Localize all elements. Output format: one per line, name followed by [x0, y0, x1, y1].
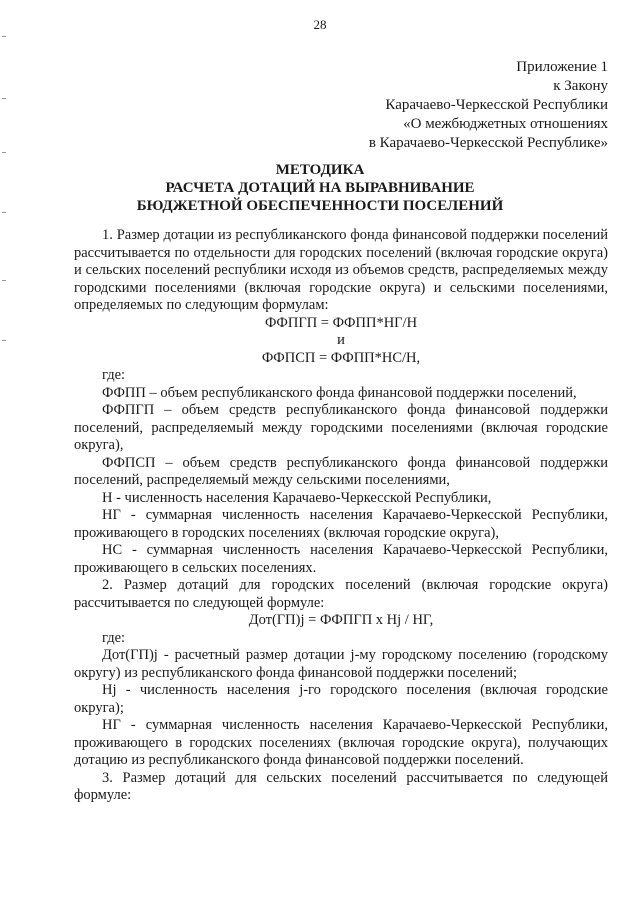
annex-line: «О межбюджетных отношениях — [403, 116, 608, 132]
paragraph-1: 1. Размер дотации из республиканского фонда финансовой поддержки поселений рассчитывается по отдельности для городских поселений (включая городские округа) и сельских поселений республики исходя из объемов средств, распределяемых между городскими поселениями (включая городские округа) и сельскими поселениями, определяемых по следующим формулам: — [74, 227, 608, 313]
annex-line: к Закону — [553, 78, 608, 94]
definition-ng-recipients: НГ - суммарная численность населения Карачаево-Черкесской Республики, проживающего в городских поселениях (включая городские округа), получающих дотацию из республиканского фонда финансовой поддержки поселений. — [74, 717, 608, 768]
annex-line: Карачаево-Черкесской Республики — [385, 97, 608, 113]
formula-ffpgp: ФФПГП = ФФПП*НГ/Н — [264, 314, 418, 331]
formula-ffpsp: ФФПСП = ФФПП*НС/Н, — [261, 349, 421, 366]
formula-conjunction: и — [337, 332, 345, 348]
paragraph-2: 2. Размер дотаций для городских поселений (включая городские округа) рассчитывается по следующей формуле: — [74, 577, 608, 611]
annex-header — [369, 58, 608, 153]
annex-line: Приложение 1 — [516, 59, 608, 75]
formula-dot-gp: Дот(ГП)j = ФФПГП х Нj / НГ, — [248, 612, 434, 628]
definition-ffpgp: ФФПГП – объем средств республиканского фонда финансовой поддержки поселений, распределяемый между городскими поселениями (включая городские округа), — [74, 402, 608, 453]
title-line: РАСЧЕТА ДОТАЦИЙ НА ВЫРАВНИВАНИЕ — [165, 180, 475, 196]
definition-ffpp: ФФПП – объем республиканского фонда финансовой поддержки поселений, — [102, 384, 577, 401]
definition-nj: Нj - численность населения j-го городского поселения (включая городские округа); — [74, 682, 608, 716]
document-title — [0, 161, 640, 215]
definition-dot-gp: Дот(ГП)j - расчетный размер дотации j-му городскому поселению (городскому округу) из республиканского фонда финансовой поддержки поселений; — [74, 647, 608, 681]
document-body — [74, 227, 608, 805]
definition-ng: НГ - суммарная численность населения Карачаево-Черкесской Республики, проживающего в городских поселениях (включая городские округа), — [74, 507, 608, 541]
page-number: 28 — [313, 17, 327, 32]
scan-margin-marks — [0, 0, 10, 905]
where-label: где: — [102, 367, 126, 383]
annex-line: в Карачаево-Черкесской Республике» — [368, 135, 608, 151]
title-line: БЮДЖЕТНОЙ ОБЕСПЕЧЕННОСТИ ПОСЕЛЕНИЙ — [136, 198, 504, 214]
definition-ffpsp: ФФПСП – объем средств республиканского фонда финансовой поддержки поселений, распределяемый между сельскими поселениями, — [74, 454, 608, 488]
paragraph-3: 3. Размер дотаций для сельских поселений рассчитывается по следующей формуле: — [74, 769, 608, 803]
title-line: МЕТОДИКА — [275, 162, 365, 178]
definition-n: Н - численность населения Карачаево-Черкесской Республики, — [102, 489, 492, 506]
where-label: где: — [102, 629, 126, 646]
definition-ns: НС - суммарная численность населения Карачаево-Черкесской Республики, проживающего в сельских поселениях. — [74, 542, 608, 576]
